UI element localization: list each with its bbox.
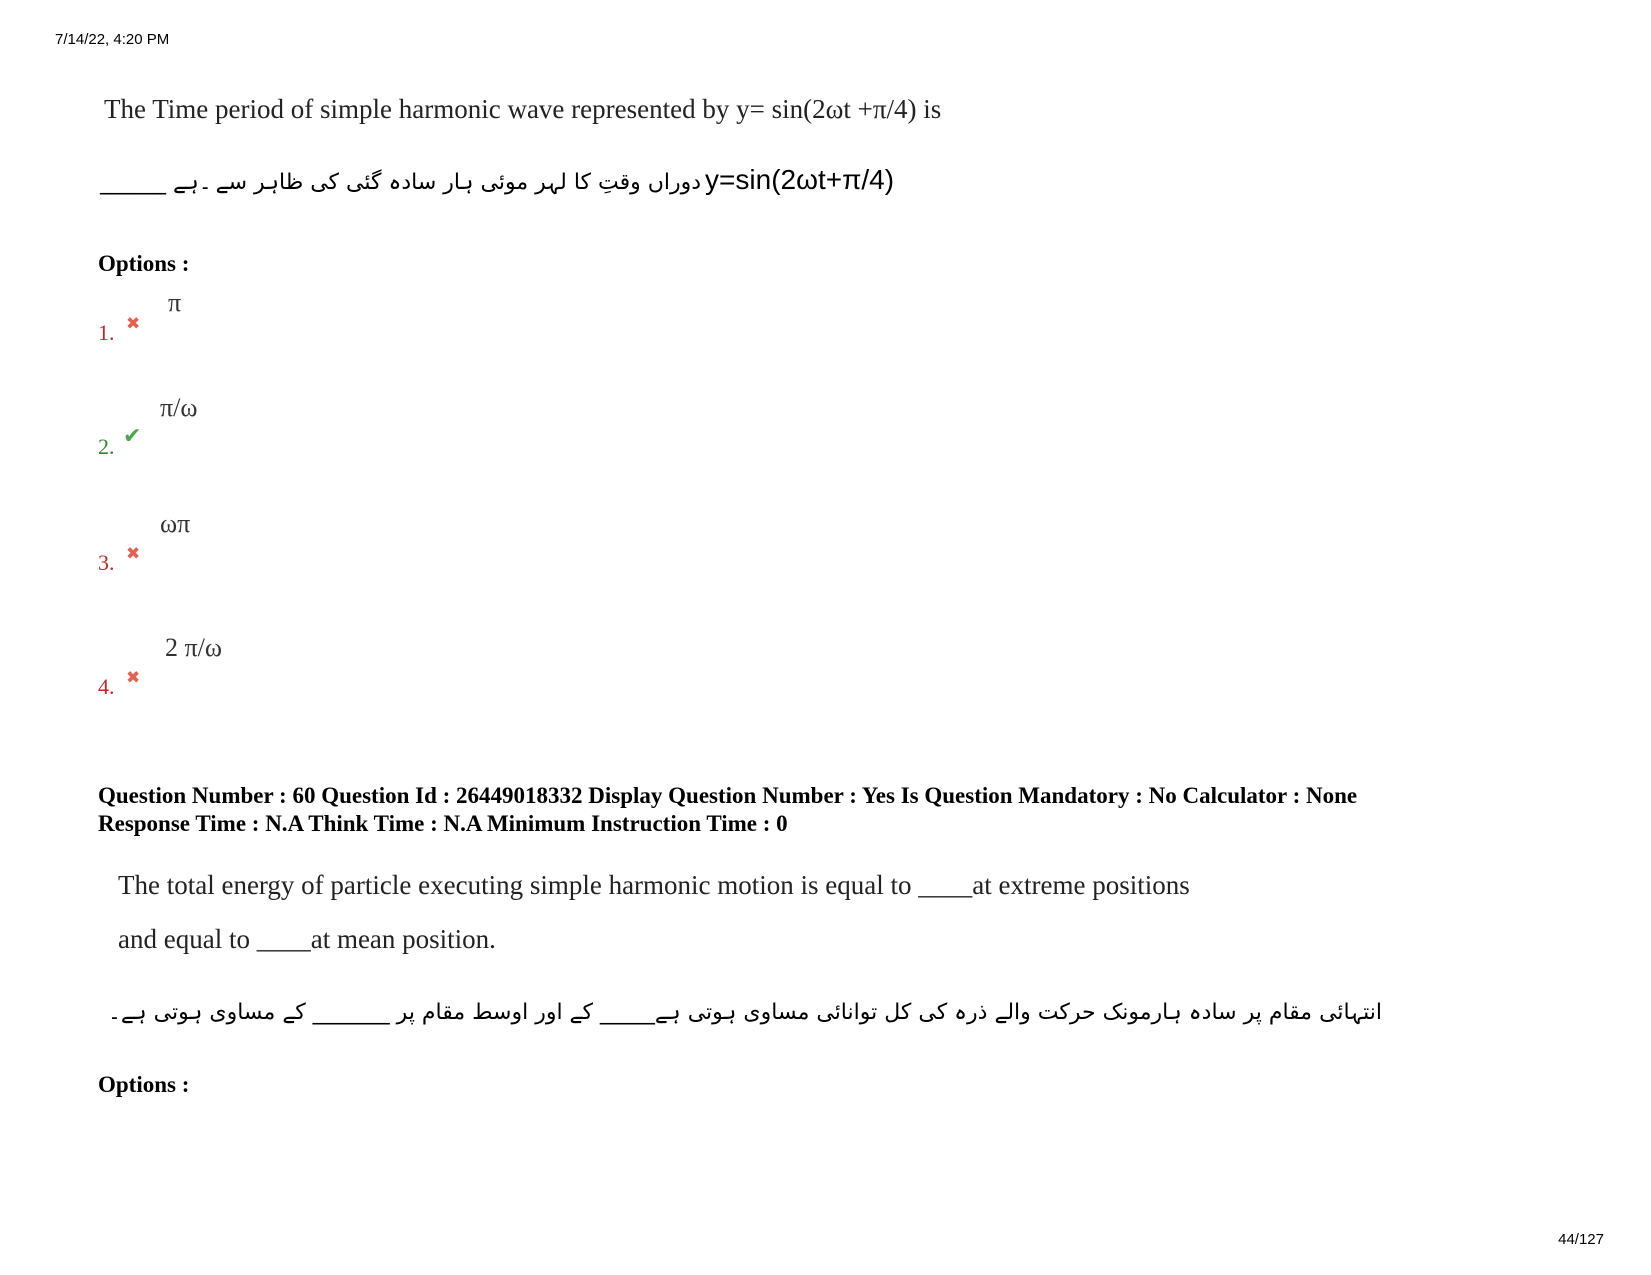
option-number: 2. [98, 434, 115, 459]
print-timestamp: 7/14/22, 4:20 PM [55, 31, 170, 48]
urdu-blank-suffix: ۔ہے ______ [100, 170, 212, 195]
page-number: 44/127 [1558, 1231, 1604, 1248]
question-text-urdu [100, 164, 894, 196]
question-text-english-line2: and equal to ____at mean position. [118, 924, 496, 954]
cross-icon: ✖ [126, 544, 141, 564]
question-formula: y=sin(2ωt+π/4) [705, 164, 895, 195]
option-text: 2 π/ω [165, 633, 222, 662]
option-text: ωπ [160, 509, 191, 538]
question-text-urdu [108, 1000, 1382, 1025]
question-metadata: Question Number : 60 Question Id : 26449018332 Display Question Number : Yes Is Question Mandatory : No Calculator : None [98, 783, 1358, 808]
question-text-english-line1: The total energy of particle executing simple harmonic motion is equal to ____at extreme positions [118, 870, 1190, 900]
options-heading: Options : [98, 1072, 190, 1097]
check-icon: ✔ [123, 424, 142, 449]
cross-icon: ✖ [126, 668, 141, 688]
option-text: π [168, 288, 182, 317]
option-text: π/ω [160, 393, 198, 422]
question-text-english: The Time period of simple harmonic wave represented by y= sin(2ωt +π/4) is [104, 94, 942, 124]
options-heading: Options : [98, 251, 190, 276]
question-metadata-timing: Response Time : N.A Think Time : N.A Minimum Instruction Time : 0 [98, 811, 788, 836]
option-number: 3. [98, 550, 115, 575]
option-number: 1. [98, 320, 115, 345]
urdu-question-text: انتہائی مقام پر سادہ ہارمونک حرکت والے ذرہ کی کل توانائی مساوی ہوتی ہے_____ کے اور اوسط مقام پر _______ کے مساوی ہوتی ہے۔ [108, 1000, 1383, 1025]
cross-icon: ✖ [126, 314, 141, 334]
option-number: 4. [98, 674, 115, 699]
urdu-question-text: دوراں وقتِ کا لہر موئی ہار سادہ گئی کی ظاہر سے [215, 170, 702, 195]
